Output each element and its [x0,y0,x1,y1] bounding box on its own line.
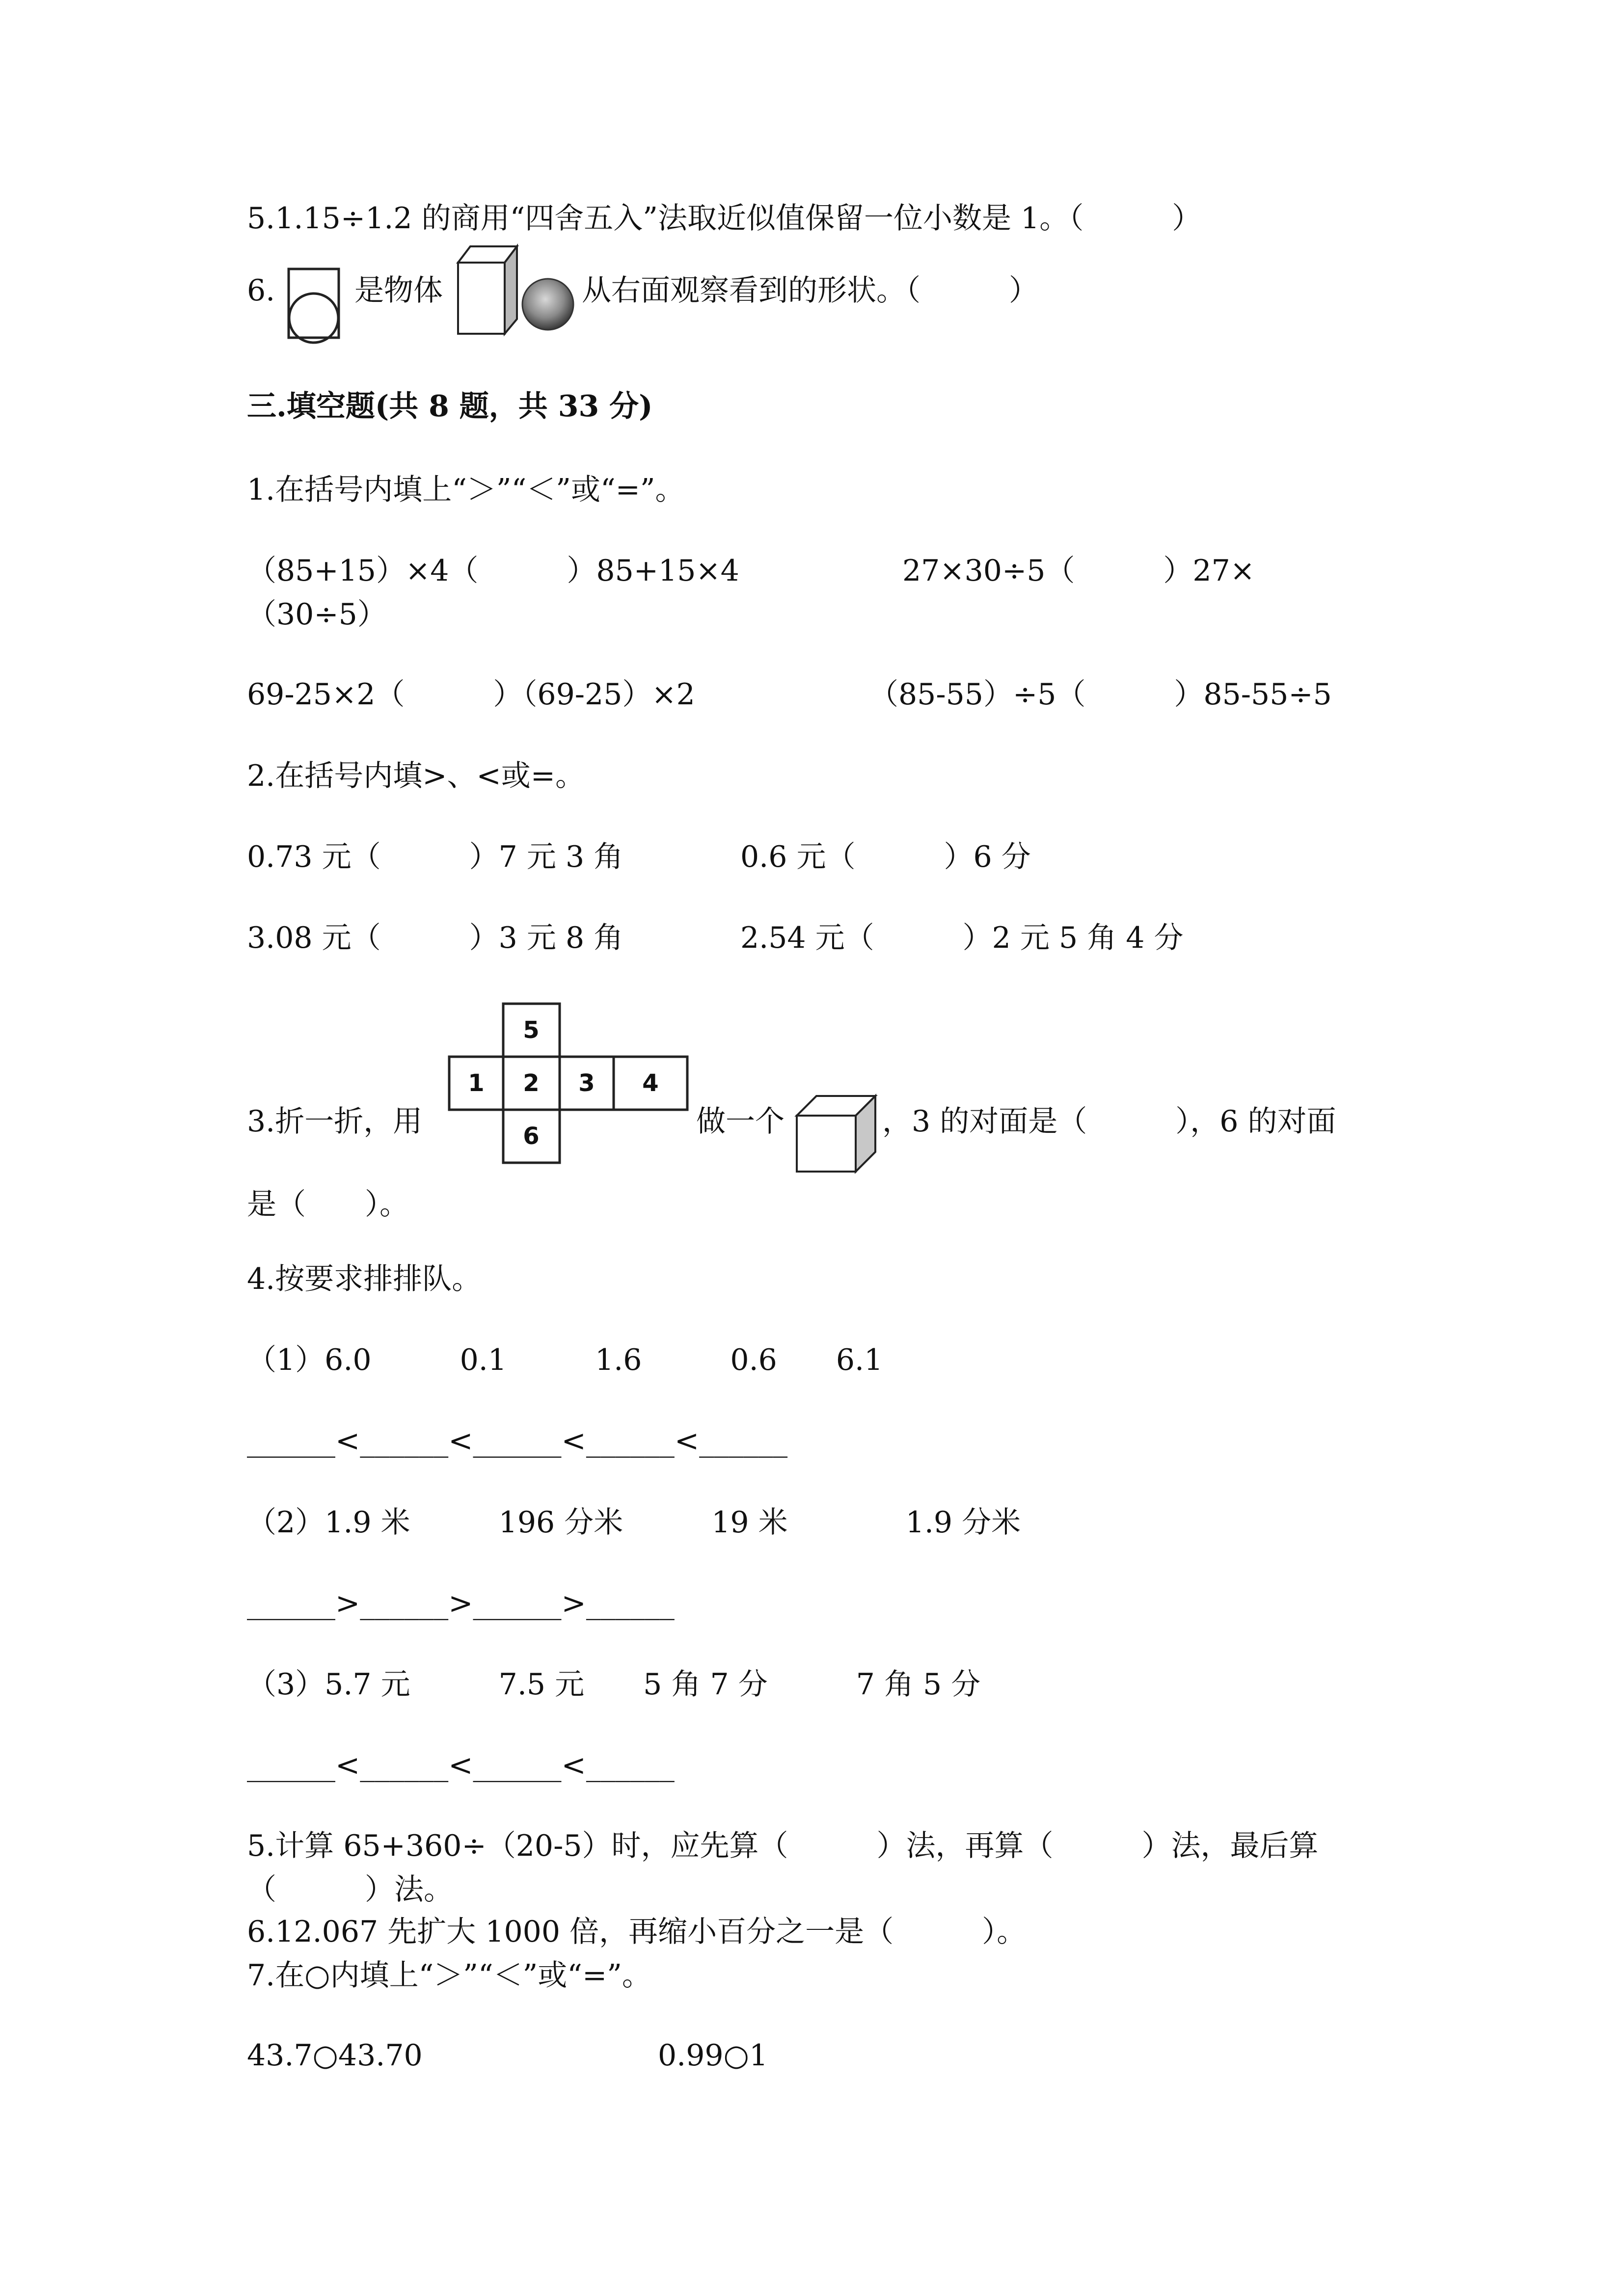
cube-net-face-1: 1 [468,1069,485,1097]
fill-question-2-item-c: 3.08 元（ ）3 元 8 角 [247,921,623,955]
fill-question-4-group-1: （1）6.0 0.1 1.6 0.6 6.1 [247,1343,883,1377]
section-3-heading: 三.填空题(共 8 题，共 33 分) [247,389,653,424]
cube-figure [793,1092,881,1175]
fill-question-7-item-b: 0.99○1 [658,2038,768,2073]
fill-question-2-item-b: 0.6 元（ ）6 分 [740,840,1031,874]
fill-question-1-item-b-cont: （30÷5） [247,597,387,632]
judge-question-6-end: 从右面观察看到的形状。（ ） [582,273,1038,308]
fill-question-4-group-2: （2）1.9 米 196 分米 19 米 1.9 分米 [247,1505,1021,1540]
fill-question-1: 1.在括号内填上“＞”“＜”或“=”。 [247,473,685,507]
fill-question-1-item-c: 69-25×2（ ）（69-25）×2 [247,677,695,712]
fill-question-1-item-d: （85-55）÷5（ ）85-55÷5 [869,677,1332,712]
cube-net-face-3: 3 [578,1069,595,1097]
judge-question-6-number: 6. [247,273,275,308]
fill-question-4-group-3: （3）5.7 元 7.5 元 5 角 7 分 7 角 5 分 [247,1667,981,1702]
cube-net-figure [447,1001,692,1168]
view-square-circle-figure [286,267,343,341]
fill-question-5-cont: （ ）法。 [247,1872,453,1907]
cube-net-face-6: 6 [523,1122,540,1150]
fill-question-3-start: 3.折一折，用 [247,1104,423,1139]
fill-question-4-group-3-blanks: ______<______<______<______ [247,1748,675,1783]
judge-question-6-middle: 是物体 [354,273,443,308]
fill-question-3-middle: 做一个 [696,1104,785,1139]
fill-question-4-group-2-blanks: ______>______>______>______ [247,1586,675,1621]
fill-question-3-end: ，3 的对面是（ ），6 的对面 [882,1104,1336,1139]
fill-question-6: 6.12.067 先扩大 1000 倍，再缩小百分之一是（ ）。 [247,1915,1027,1949]
cube-net-face-2: 2 [523,1069,540,1097]
fill-question-1-item-a: （85+15）×4（ ）85+15×4 [247,554,739,588]
fill-question-2: 2.在括号内填>、<或=。 [247,759,585,793]
judge-question-5: 5.1.15÷1.2 的商用“四舍五入”法取近似值保留一位小数是 1。（ ） [247,201,1202,236]
fill-question-4: 4.按要求排排队。 [247,1262,482,1296]
fill-question-7-item-a: 43.7○43.70 [247,2038,423,2073]
fill-question-5: 5.计算 65+360÷（20-5）时，应先算（ ）法，再算（ ）法，最后算 [247,1829,1319,1863]
cuboid-and-sphere-figure [457,240,579,339]
cube-net-face-5: 5 [523,1016,540,1044]
cube-net-face-4: 4 [642,1069,659,1097]
fill-question-2-item-d: 2.54 元（ ）2 元 5 角 4 分 [740,921,1184,955]
fill-question-1-item-b: 27×30÷5（ ）27× [902,554,1255,588]
fill-question-7: 7.在○内填上“＞”“＜”或“=”。 [247,1958,651,1993]
fill-question-4-group-1-blanks: ______<______<______<______<______ [247,1424,788,1458]
fill-question-3-cont: 是（ ）。 [247,1187,409,1222]
fill-question-2-item-a: 0.73 元（ ）7 元 3 角 [247,840,623,874]
